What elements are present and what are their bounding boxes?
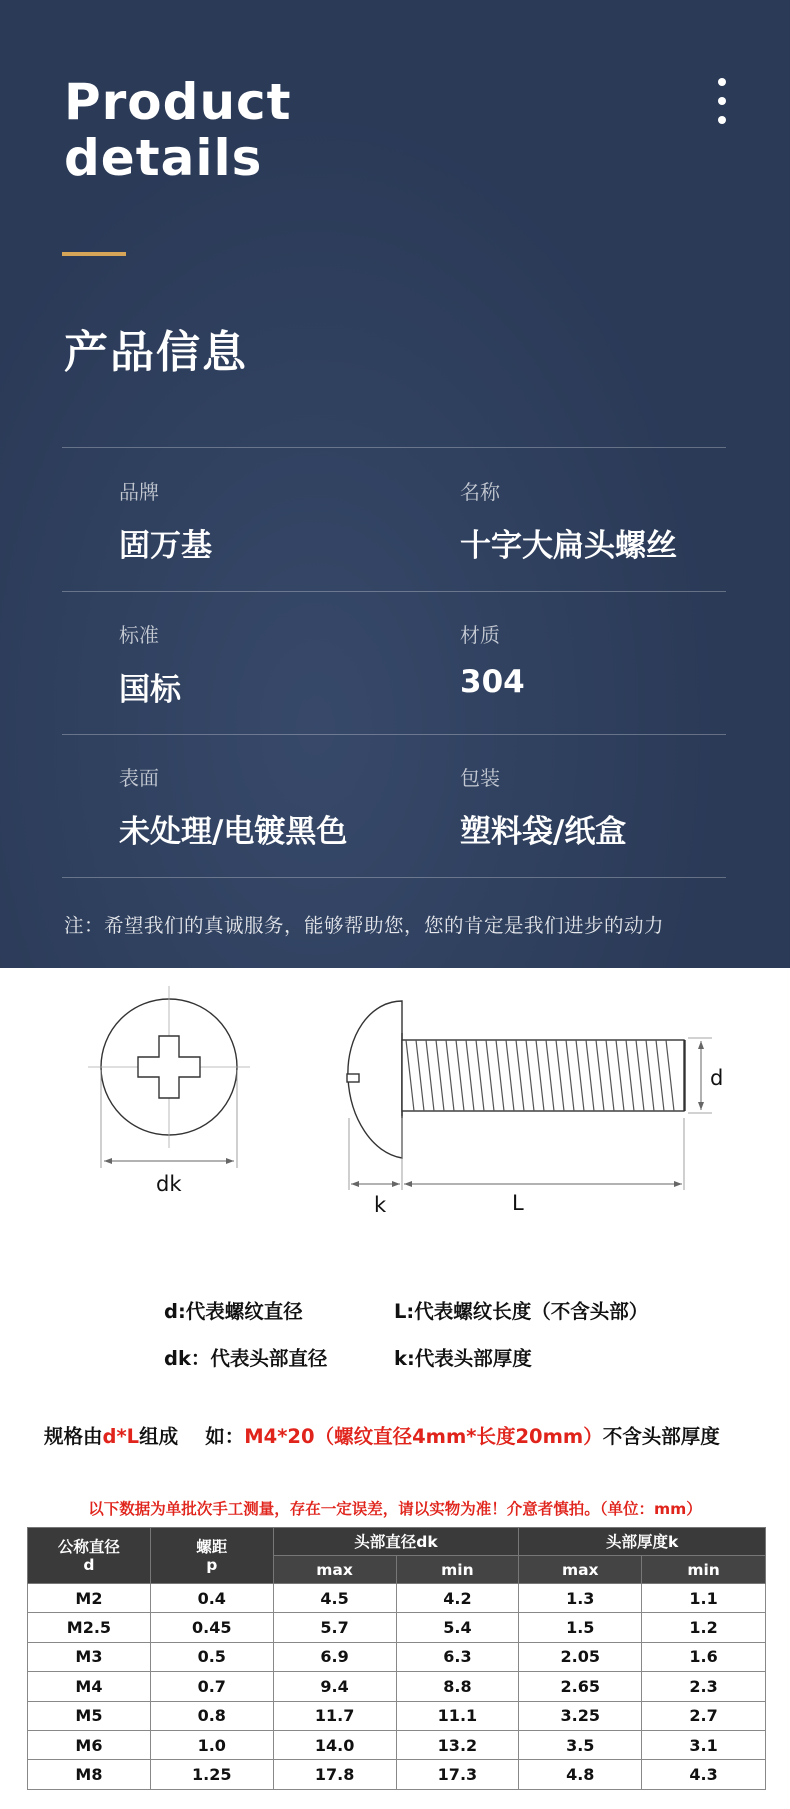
info-label-packaging: 包装 [460, 766, 500, 790]
table-cell: 1.5 [519, 1613, 642, 1642]
table-cell: 2.7 [642, 1701, 766, 1730]
info-value-brand: 固万基 [119, 528, 212, 564]
table-cell: 17.3 [396, 1760, 519, 1789]
definition-k: k:代表头部厚度 [394, 1347, 532, 1370]
table-row [28, 1642, 766, 1671]
table-cell: M3 [28, 1642, 151, 1671]
table-cell: 5.7 [273, 1613, 396, 1642]
subheader-k-min: min [642, 1556, 766, 1584]
service-note: 注：希望我们的真诚服务，能够帮助您，您的肯定是我们进步的动力 [64, 914, 665, 937]
title-line-2: details [64, 129, 263, 187]
definition-L: L:代表螺纹长度（不含头部） [394, 1300, 649, 1323]
screw-dimension-diagram [0, 968, 790, 1228]
info-value-standard: 国标 [119, 672, 181, 708]
table-cell: 14.0 [273, 1730, 396, 1759]
table-cell: 4.3 [642, 1760, 766, 1789]
divider [62, 877, 726, 878]
divider [62, 734, 726, 735]
info-label-name: 名称 [460, 480, 500, 504]
accent-divider [62, 252, 126, 256]
table-cell: 1.6 [642, 1642, 766, 1671]
table-cell: 2.3 [642, 1672, 766, 1701]
table-row [28, 1701, 766, 1730]
table-row [28, 1584, 766, 1613]
table-cell: 0.8 [150, 1701, 273, 1730]
spec-prefix: 规格由 [44, 1425, 103, 1448]
screw-side-view [347, 1001, 712, 1190]
table-cell: 4.8 [519, 1760, 642, 1789]
label-L: L [512, 1191, 524, 1215]
table-cell: 0.4 [150, 1584, 273, 1613]
info-label-surface: 表面 [119, 766, 159, 790]
table-row [28, 1613, 766, 1642]
table-cell: 4.5 [273, 1584, 396, 1613]
table-cell: 1.1 [642, 1584, 766, 1613]
table-cell: 11.1 [396, 1701, 519, 1730]
spec-formula: d*L [102, 1425, 140, 1448]
subheader-dk-max: max [273, 1556, 396, 1584]
table-row [28, 1672, 766, 1701]
table-cell: 8.8 [396, 1672, 519, 1701]
table-cell: 0.7 [150, 1672, 273, 1701]
table-cell: 17.8 [273, 1760, 396, 1789]
table-cell: 11.7 [273, 1701, 396, 1730]
label-dk: dk [156, 1172, 182, 1196]
info-value-surface: 未处理/电镀黑色 [119, 814, 348, 850]
table-cell: 0.45 [150, 1613, 273, 1642]
table-cell: 1.3 [519, 1584, 642, 1613]
subheader-dk-min: min [396, 1556, 519, 1584]
vertical-dots-icon[interactable] [714, 78, 730, 124]
table-cell: M2 [28, 1584, 151, 1613]
table-row [28, 1760, 766, 1789]
col-header-pitch: 螺距 p [150, 1528, 273, 1584]
section-title: 产品信息 [64, 327, 248, 378]
measurement-warning: 以下数据为单批次手工测量，存在一定误差，请以实物为准！介意者慎拍。（单位：mm） [88, 1500, 702, 1518]
label-d: d [710, 1066, 724, 1090]
spec-format-line [44, 1421, 720, 1449]
spec-mid: 组成 如： [139, 1425, 245, 1448]
spec-table [27, 1527, 766, 1790]
col-header-nominal: 公称直径 d [28, 1528, 151, 1584]
table-cell: 2.05 [519, 1642, 642, 1671]
table-row [28, 1730, 766, 1759]
table-cell: 6.9 [273, 1642, 396, 1671]
table-cell: M4 [28, 1672, 151, 1701]
definition-d: d:代表螺纹直径 [164, 1300, 303, 1323]
table-cell: 1.25 [150, 1760, 273, 1789]
table-cell: 3.25 [519, 1701, 642, 1730]
title-line-1: Product [64, 73, 292, 131]
subheader-k-max: max [519, 1556, 642, 1584]
table-cell: 9.4 [273, 1672, 396, 1701]
table-cell: M8 [28, 1760, 151, 1789]
table-cell: 0.5 [150, 1642, 273, 1671]
table-cell: 6.3 [396, 1642, 519, 1671]
divider [62, 591, 726, 592]
table-cell: 1.0 [150, 1730, 273, 1759]
table-cell: 2.65 [519, 1672, 642, 1701]
divider [62, 447, 726, 448]
table-cell: M2.5 [28, 1613, 151, 1642]
table-cell: 4.2 [396, 1584, 519, 1613]
screw-head-top-view [88, 986, 250, 1168]
table-cell: 3.1 [642, 1730, 766, 1759]
definition-dk: dk：代表头部直径 [164, 1347, 328, 1370]
info-label-standard: 标准 [119, 623, 159, 647]
col-header-head-thickness: 头部厚度k [519, 1528, 766, 1556]
table-cell: M5 [28, 1701, 151, 1730]
info-label-material: 材质 [460, 623, 500, 647]
info-label-brand: 品牌 [119, 480, 159, 504]
table-cell: 5.4 [396, 1613, 519, 1642]
label-k: k [374, 1193, 387, 1217]
spec-example: M4*20（螺纹直径4mm*长度20mm） [244, 1425, 603, 1448]
page-title [64, 74, 292, 186]
info-value-name: 十字大扁头螺丝 [460, 528, 677, 564]
table-cell: 3.5 [519, 1730, 642, 1759]
table-cell: 1.2 [642, 1613, 766, 1642]
spec-suffix: 不含头部厚度 [602, 1425, 720, 1448]
col-header-head-diameter: 头部直径dk [273, 1528, 519, 1556]
info-value-material: 304 [460, 664, 525, 700]
info-value-packaging: 塑料袋/纸盒 [460, 814, 627, 850]
table-cell: M6 [28, 1730, 151, 1759]
table-cell: 13.2 [396, 1730, 519, 1759]
